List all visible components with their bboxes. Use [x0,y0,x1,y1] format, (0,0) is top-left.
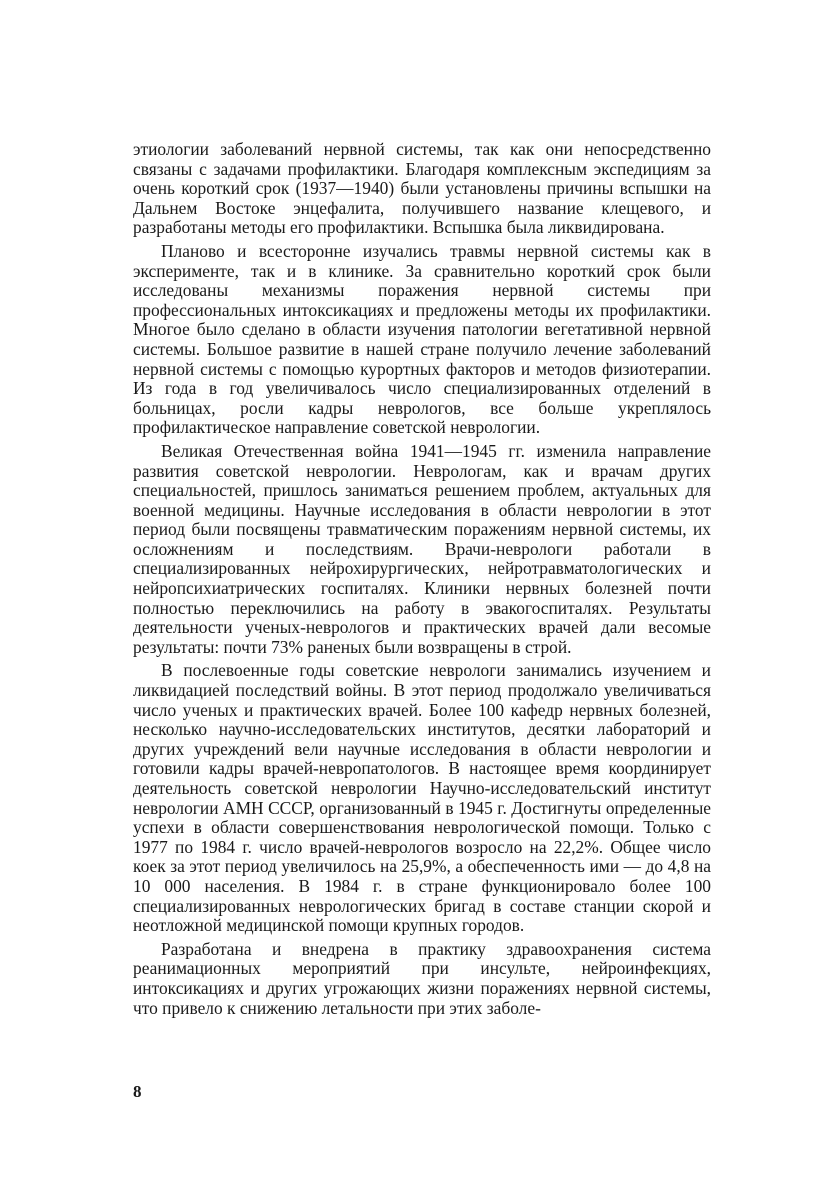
page-number: 8 [133,1082,142,1101]
paragraph-4: В послевоенные годы советские неврологи занимались изучением и ликвидацией последствий войны. В этот период продолжало увеличиваться число ученых и практических врачей. Более 100 кафедр нервных болезней, несколько научно-исследовательских институтов, десятки лабораторий и других учреждений вели научные исследования в области неврологии и готовили кадры врачей-невропатологов. В настоящее время координирует деятельность советской неврологии Научно-исследовательский институт неврологии АМН СССР, организованный в 1945 г. Достигнуты определенные успехи в области совершенствования неврологической помощи. Только с 1977 по 1984 г. число врачей-неврологов возросло на 22,2%. Общее число коек за этот период увеличилось на 25,9%, а обеспеченность ими — до 4,8 на 10 000 населения. В 1984 г. в стране функционировало более 100 специализированных неврологических бригад в составе станции скорой и неотложной медицинской помощи крупных городов. [133,660,711,936]
paragraph-1: этиологии заболеваний нервной системы, так как они непосредственно связаны с задачами профилактики. Благодаря комплексным экспедициям за очень короткий срок (1937—1940) были установлены причины вспышки на Дальнем Востоке энцефалита, получившего название клещевого, и разработаны методы его профилактики. Вспышка была ликвидирована. [133,139,711,238]
paragraph-3: Великая Отечественная война 1941—1945 гг. изменила направление развития советской неврологии. Неврологам, как и врачам других специальностей, пришлось заниматься решением проблем, актуальных для военной медицины. Научные исследования в области неврологии в этот период были посвящены травматическим поражениям нервной системы, их осложнениям и последствиям. Врачи-неврологи работали в специализированных нейрохирургических, нейротравматологических и нейропсихиатрических госпиталях. Клиники нервных болезней почти полностью переключились на работу в эвакогоспиталях. Результаты деятельности ученых-неврологов и практических врачей дали весомые результаты: почти 73% раненых были возвращены в строй. [133,440,711,657]
paragraph-2: Планово и всесторонне изучались травмы нервной системы как в эксперименте, так и в клинике. За сравнительно короткий срок были исследованы механизмы поражения нервной системы при профессиональных интоксикациях и предложены методы их профилактики. Многое было сделано в области изучения патологии вегетативной нервной системы. Большое развитие в нашей стране получило лечение заболеваний нервной системы с помощью курортных факторов и методов физиотерапии. Из года в год увеличивалось число специализированных отделений в больницах, росли кадры неврологов, все больше укреплялось профилактическое направление советской неврологии. [133,240,711,438]
page-text-block [133,140,711,1022]
paragraph-5: Разработана и внедрена в практику здравоохранения система реанимационных мероприятий при инсульте, нейроинфекциях, интоксикациях и других угрожающих жизни поражениях нервной системы, что привело к снижению летальности при этих заболе- [133,938,711,1018]
